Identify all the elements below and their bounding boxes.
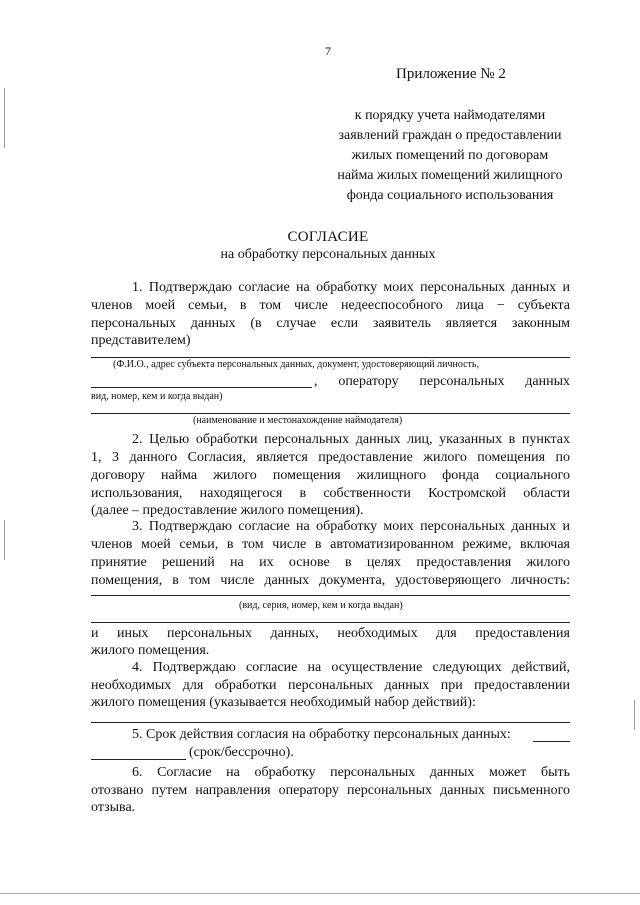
paragraph-4 (91, 659, 570, 695)
paragraph-line: жилого помещения (указывается необходимый набор действий): (91, 695, 476, 710)
paragraph-5-line: 5. Срок действия согласия на обработку персональных данных: (132, 727, 511, 742)
appendix-title: Приложение № 2 (396, 66, 506, 82)
paragraph-line: отзыва. (91, 800, 136, 815)
scan-margin-mark (4, 88, 5, 148)
fill-line-actions[interactable] (91, 722, 570, 723)
appendix-line: к порядку учета наймодателями (354, 108, 546, 123)
scan-margin-mark (4, 520, 5, 560)
paragraph-line: использования, находящегося в собственности Костромской области (91, 486, 570, 501)
appendix-line: фонда социального использования (346, 188, 554, 203)
paragraph-line: персональных данных (в случае если заявитель является законным (91, 316, 570, 331)
paragraph-line: 1, 3 данного Согласия, является предоставление жилого помещения по (91, 450, 570, 465)
fill-line-term-short[interactable] (533, 741, 570, 742)
paragraph-2 (91, 431, 570, 503)
paragraph-5-line: (срок/бессрочно). (189, 745, 294, 760)
paragraph-line: 2. Целью обработки персональных данных лиц, указанных в пунктах (132, 432, 570, 447)
scan-bottom-edge (0, 893, 640, 894)
paragraph-line: 3. Подтверждаю согласие на обработку моих персональных данных и (132, 519, 570, 534)
paragraph-3-continued (91, 625, 570, 643)
operator-text: , оператору персональных данных (314, 374, 570, 389)
paragraph-line: помещения, в том числе данных документа, удостоверяющего личность: (91, 573, 570, 588)
paragraph-1 (91, 279, 570, 333)
paragraph-line: необходимых для обработки персональных данных при предоставлении (91, 678, 570, 693)
fill-line-landlord[interactable] (91, 413, 570, 414)
fill-line-subject[interactable] (91, 357, 570, 358)
fill-line-subject-continued[interactable] (91, 387, 312, 388)
appendix-line: жилых помещений по договорам (351, 148, 549, 163)
fill-line-term[interactable] (91, 759, 186, 760)
paragraph-line: и иных персональных данных, необходимых для предоставления (91, 626, 570, 641)
paragraph-6 (91, 764, 570, 800)
caption-fio: (Ф.И.О., адрес субъекта персональных данных, документ, удостоверяющий личность, (113, 359, 479, 370)
scan-margin-mark (634, 700, 635, 730)
paragraph-line: отозвано путем направления оператору персональных данных письменного (91, 783, 570, 798)
caption-document: вид, номер, кем и когда выдан) (91, 391, 223, 402)
paragraph-line: принятие решений на их основе в целях предоставления жилого (91, 555, 570, 570)
paragraph-line: 1. Подтверждаю согласие на обработку моих персональных данных и (132, 280, 570, 295)
document-subtitle: на обработку персональных данных (220, 247, 436, 262)
fill-line-identity-document-2[interactable] (91, 622, 570, 623)
caption-identity-document: (вид, серия, номер, кем и когда выдан) (239, 600, 403, 611)
caption-landlord: (наименование и местонахождение наймодателя) (193, 415, 403, 426)
document-title: СОГЛАСИЕ (287, 229, 369, 245)
paragraph-line: 4. Подтверждаю согласие на осуществление следующих действий, (132, 660, 570, 675)
paragraph-line: жилого помещения. (91, 643, 210, 658)
paragraph-line: договору найма жилого помещения жилищного фонда социального (91, 468, 570, 483)
page-number: 7 (325, 44, 331, 58)
appendix-line: заявлений граждан о предоставлении (338, 128, 562, 143)
fill-line-identity-document[interactable] (91, 595, 570, 596)
appendix-line: найма жилых помещений жилищного (337, 168, 563, 183)
appendix-reference (300, 106, 600, 206)
paragraph-line: представителем) (91, 333, 191, 348)
paragraph-line: (далее – предоставление жилого помещения). (91, 503, 364, 518)
paragraph-line: членов моей семьи, в том числе в автоматизированном режиме, включая (91, 537, 570, 552)
paragraph-line: членов моей семьи, в том числе недееспособного лица − субъекта (91, 298, 570, 313)
paragraph-line: 6. Согласие на обработку персональных данных может быть (132, 765, 570, 780)
paragraph-3 (91, 518, 570, 590)
